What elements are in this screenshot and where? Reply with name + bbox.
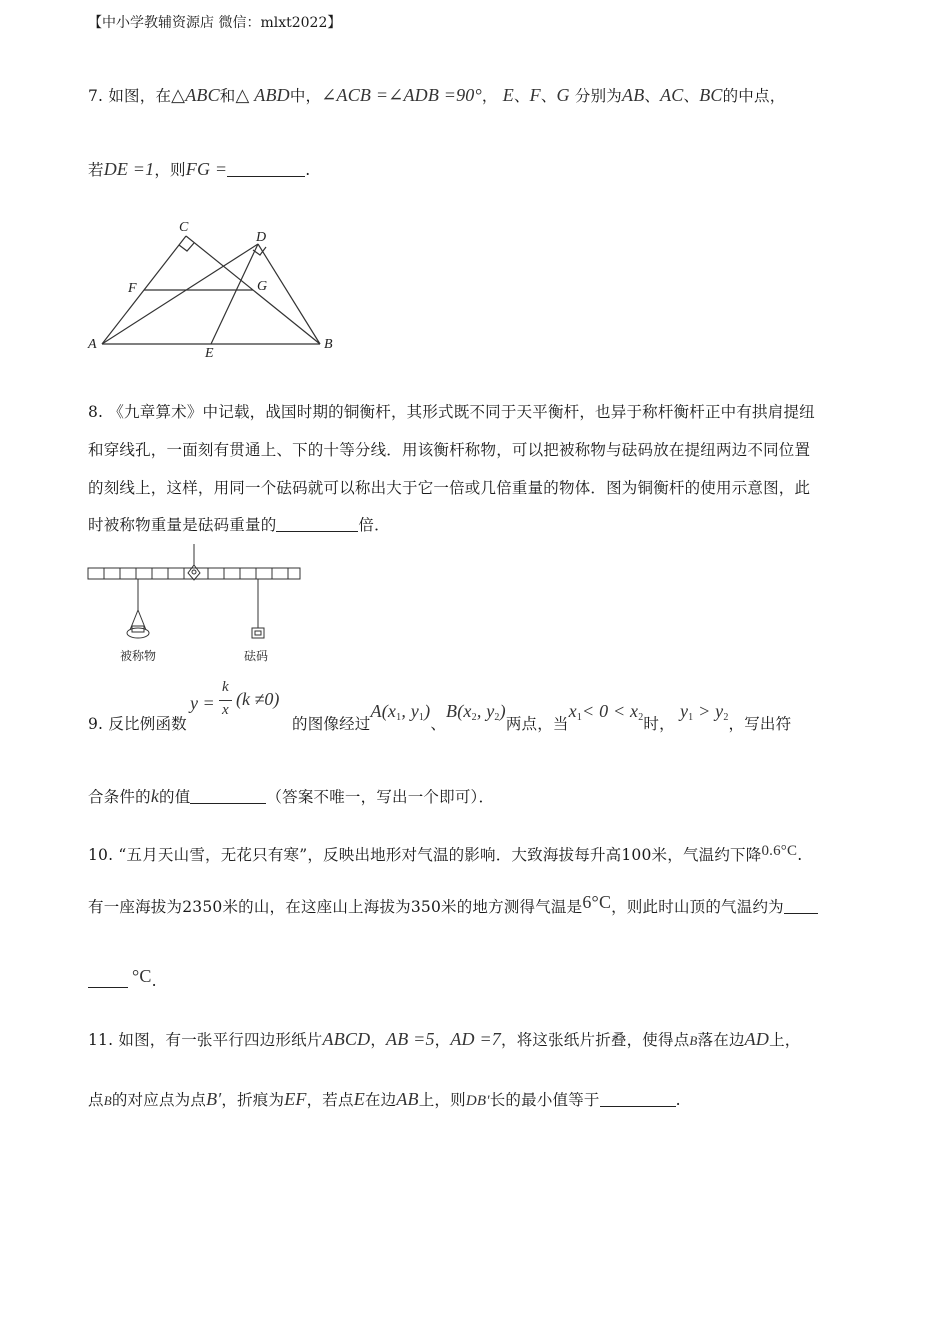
label-a: A	[88, 337, 97, 352]
label-e: E	[205, 346, 214, 361]
q8-line-1: 8. 《九章算术》中记载，战国时期的铜衡杆，其形式既不同于天平衡杆，也异于称杆衡杆正中有拱肩提纽	[88, 403, 815, 421]
label-c: C	[179, 220, 189, 235]
object-icon	[132, 626, 144, 632]
segment-db	[258, 244, 320, 344]
label-d: D	[256, 230, 267, 245]
q11-number: 11.	[88, 1031, 114, 1049]
q9-answer-blank[interactable]	[190, 789, 266, 804]
q10-line-3: °C.	[88, 970, 157, 991]
label-g: G	[257, 279, 268, 294]
lifting-knob	[188, 565, 200, 580]
q7-line-2: 若DE =1，则FG = .	[88, 159, 311, 179]
q10-number: 10.	[88, 846, 114, 864]
q8-number: 8.	[88, 403, 104, 421]
q9-line-1-right: 的图像经过$A(x_1$, $y_1$)、$B(x_2$, $y_2$)两点，当$x_1< 0 < x_2$时， $y_1 > y_2$，写出符	[292, 701, 792, 733]
q9-line-2: 合条件的k的值 （答案不唯一，写出一个即可）．	[88, 786, 495, 806]
q10-answer-blank-start[interactable]	[784, 899, 818, 914]
q7-answer-blank[interactable]	[227, 162, 305, 177]
page-header: 【中小学教辅资源店 微信：mlxt2022】	[88, 15, 342, 31]
object-label: 被称物	[120, 649, 157, 663]
label-f: F	[128, 281, 137, 296]
q8-line-4: 时被称物重量是砝码重量的 倍．	[88, 516, 390, 534]
weight-label: 砝码	[244, 649, 269, 663]
q7-number: 7.	[88, 87, 104, 105]
q10-line-2: 有一座海拔为2350米的山，在这座山上海拔为350米的地方测得气温是6°C，则此时山顶的气温约为	[88, 895, 818, 917]
q8-line-3: 的刻线上，这样，用同一个砝码就可以称出大于它一倍或几倍重量的物体．图为铜衡杆的使用示意图，此	[88, 479, 811, 497]
q7-line-1: 7. 如图，在△ABC和△ ABD中，∠ACB =∠ADB =90°， E、F、G 分别为AB、AC、BC的中点，	[88, 85, 786, 105]
right-angle-c	[179, 243, 194, 251]
q9-number: 9.	[88, 715, 104, 733]
q10-answer-blank-end[interactable]	[88, 973, 128, 988]
weight-icon	[252, 628, 264, 638]
q11-answer-blank[interactable]	[600, 1092, 676, 1107]
label-b: B	[324, 337, 333, 352]
q11-line-2: 点B的对应点为点B′，折痕为EF，若点E在边AB上，则DB′长的最小值等于 .	[88, 1089, 681, 1109]
q11-line-1: 11. 如图，有一张平行四边形纸片ABCD，AB =5，AD =7，将这张纸片折叠，使得点B落在边AD上，	[88, 1029, 801, 1049]
q7-triangle-figure	[84, 214, 344, 364]
q8-line-2: 和穿线孔，一面刻有贯通上、下的十等分线．用该衡杆称物，可以把被称物与砝码放在提纽两边不同位置	[88, 441, 811, 459]
q8-balance-figure	[86, 542, 306, 668]
q9-line-1-left: 9. 反比例函数	[88, 715, 187, 733]
knob-hole	[192, 570, 196, 574]
q10-line-1: 10. “五月天山雪，无花只有寒”，反映出地形对气温的影响．大致海拔每升高100米，气温约下降0.6°C.	[88, 843, 803, 864]
object-pan	[127, 628, 149, 638]
q8-answer-blank[interactable]	[276, 517, 358, 532]
